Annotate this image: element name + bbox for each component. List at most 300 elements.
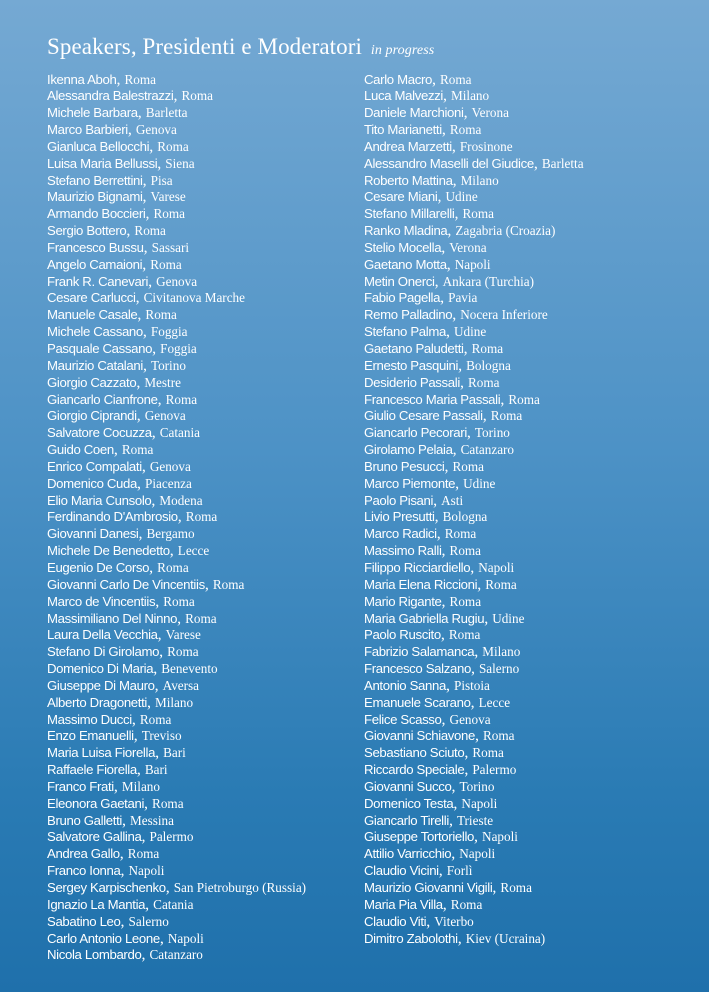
speaker-name: Giovanni Carlo De Vincentiis: [47, 576, 205, 592]
speaker-name: Giorgio Ciprandi: [47, 408, 137, 424]
speaker-name: Francesco Bussu: [47, 239, 144, 255]
speaker-name: Filippo Ricciardiello: [364, 559, 471, 575]
speaker-name: Massimo Ducci: [47, 711, 132, 727]
speaker-item: Domenico Di Maria, Benevento: [47, 660, 218, 678]
speaker-city: Sassari: [151, 239, 190, 255]
speaker-item: Massimo Ralli, Roma: [364, 542, 482, 560]
speaker-item: Enzo Emanuelli, Treviso: [47, 727, 182, 745]
speaker-item: Remo Palladino, Nocera Inferiore: [364, 306, 548, 324]
speaker-city: Udine: [463, 475, 496, 491]
speaker-item: Michele De Benedetto, Lecce: [47, 542, 210, 560]
speaker-item: Francesco Salzano, Salerno: [364, 660, 520, 678]
speaker-item: Fabrizio Salamanca, Milano: [364, 643, 521, 661]
speaker-name: Giancarlo Pecorari: [364, 425, 467, 441]
speaker-name: Alberto Dragonetti: [47, 694, 147, 710]
speaker-name: Felice Scasso: [364, 711, 442, 727]
speaker-item: Fabio Pagella, Pavia: [364, 289, 478, 307]
speaker-city: Udine: [445, 189, 478, 205]
speaker-city: Roma: [153, 206, 185, 222]
speaker-name: Franco Ionna: [47, 863, 121, 879]
speaker-city: Roma: [150, 256, 182, 272]
speaker-name: Remo Palladino: [364, 307, 453, 323]
speaker-city: Roma: [449, 543, 482, 559]
speaker-city: Bologna: [442, 509, 488, 525]
speaker-name: Domenico Di Maria: [47, 661, 154, 677]
speaker-name: Carlo Macro: [364, 71, 432, 87]
speaker-name: Bruno Pesucci: [364, 458, 445, 474]
speaker-item: Marco de Vincentiis, Roma: [47, 592, 195, 610]
speaker-item: Luca Malvezzi, Milano: [364, 87, 490, 105]
speaker-city: Roma: [450, 896, 483, 912]
speaker-item: Enrico Compalati, Genova: [47, 457, 191, 475]
speaker-item: Ranko Mladina, Zagabria (Croazia): [364, 222, 556, 240]
speaker-item: Livio Presutti, Bologna: [364, 508, 488, 526]
speaker-name: Giuseppe Di Mauro: [47, 677, 155, 693]
speaker-city: Roma: [152, 795, 184, 811]
speaker-city: Napoli: [478, 559, 515, 575]
speaker-item: Guido Coen, Roma: [47, 441, 154, 459]
speaker-item: Ferdinando D'Ambrosio, Roma: [47, 508, 218, 526]
speaker-item: Marco Barbieri, Genova: [47, 121, 177, 139]
speaker-item: Stefano Di Girolamo, Roma: [47, 643, 199, 661]
speaker-name: Mario Rigante: [364, 593, 442, 609]
speaker-item: Cesare Carlucci, Civitanova Marche: [47, 289, 245, 307]
speaker-name: Angelo Camaioni: [47, 256, 143, 272]
speaker-name: Massimiliano Del Ninno: [47, 610, 178, 626]
speaker-city: Pisa: [150, 172, 173, 188]
speaker-item: Tito Marianetti, Roma: [364, 121, 482, 139]
speaker-name: Laura Della Vecchia: [47, 627, 158, 643]
speaker-city: Lecce: [478, 694, 511, 710]
speaker-name: Metin Onerci: [364, 273, 435, 289]
speaker-city: Milano: [155, 694, 194, 710]
speaker-item: Giuseppe Di Mauro, Aversa: [47, 676, 200, 694]
speaker-name: Maria Gabriella Rugiu: [364, 610, 485, 626]
speaker-city: Genova: [135, 122, 177, 138]
speaker-city: Napoli: [482, 829, 518, 845]
speaker-city: Torino: [474, 425, 510, 441]
speaker-city: Genova: [149, 458, 191, 474]
speaker-item: Massimo Ducci, Roma: [47, 710, 172, 728]
speaker-item: Nicola Lombardo, Catanzaro: [47, 946, 203, 964]
speaker-name: Salvatore Gallina: [47, 829, 142, 845]
page-title: [47, 34, 434, 60]
speaker-name: Cesare Miani: [364, 189, 438, 205]
speaker-city: Barletta: [145, 105, 188, 121]
speaker-name: Stefano Di Girolamo: [47, 644, 160, 660]
speaker-name: Gaetano Paludetti: [364, 341, 464, 356]
speaker-name: Enrico Compalati: [47, 458, 142, 474]
speaker-item: Bruno Pesucci, Roma: [364, 457, 484, 475]
speaker-city: Roma: [485, 576, 517, 592]
speaker-city: Milano: [482, 644, 521, 660]
speaker-city: Torino: [459, 778, 495, 794]
speaker-city: Roma: [452, 458, 484, 474]
speaker-name: Enzo Emanuelli: [47, 728, 134, 744]
speaker-name: Roberto Mattina: [364, 172, 453, 188]
speaker-name: Maria Elena Riccioni: [364, 576, 478, 592]
speaker-city: Genova: [156, 273, 198, 289]
speaker-name: Domenico Cuda: [47, 475, 138, 491]
speaker-item: Stefano Millarelli, Roma: [364, 205, 494, 223]
speaker-name: Marco Barbieri: [47, 122, 128, 138]
speaker-item: Angelo Camaioni, Roma: [47, 255, 182, 273]
speaker-city: Salerno: [128, 913, 169, 929]
speaker-name: Francesco Salzano: [364, 661, 471, 677]
speaker-item: Giulio Cesare Passali, Roma: [364, 407, 523, 425]
speaker-item: Bruno Galletti, Messina: [47, 811, 174, 829]
speaker-item: Elio Maria Cunsolo, Modena: [47, 491, 203, 509]
title-text: Speakers, Presidenti e Moderatori: [47, 34, 362, 59]
speaker-city: Roma: [483, 728, 515, 744]
speaker-name: Marco Radici: [364, 526, 437, 542]
speaker-name: Ignazio La Mantia: [47, 896, 146, 912]
speaker-name: Cesare Carlucci: [47, 290, 136, 306]
speaker-name: Bruno Galletti: [47, 812, 122, 828]
speaker-city: Udine: [453, 324, 487, 340]
speaker-city: Aversa: [162, 677, 200, 693]
speaker-item: Alessandro Maselli del Giudice, Barletta: [364, 154, 584, 172]
speaker-name: Luca Malvezzi: [364, 88, 444, 104]
speaker-name: Fabrizio Salamanca: [364, 644, 475, 660]
speaker-city: Napoli: [459, 846, 496, 862]
speaker-name: Riccardo Speciale: [364, 762, 465, 778]
speaker-item: Michele Cassano, Foggia: [47, 323, 188, 341]
speaker-name: Claudio Vicini: [364, 863, 439, 879]
speaker-city: Roma: [124, 71, 156, 87]
speaker-name: Gaetano Motta: [364, 256, 447, 272]
speaker-name: Sergio Bottero: [47, 223, 127, 239]
speaker-item: Raffaele Fiorella, Bari: [47, 761, 168, 779]
speaker-name: Giulio Cesare Passali: [364, 408, 483, 424]
speaker-city: Roma: [467, 374, 500, 390]
speaker-city: Lecce: [177, 543, 210, 559]
speaker-name: Ferdinando D'Ambrosio: [47, 509, 178, 525]
speaker-city: Palermo: [472, 762, 517, 778]
speaker-item: Claudio Viti, Viterbo: [364, 912, 474, 930]
speaker-name: Raffaele Fiorella: [47, 762, 137, 778]
speaker-city: Genova: [144, 408, 186, 424]
speaker-city: Civitanova Marche: [143, 290, 245, 306]
speaker-city: Barletta: [541, 155, 584, 171]
speaker-city: Roma: [139, 711, 172, 727]
speaker-name: Sebastiano Sciuto: [364, 745, 465, 761]
speaker-city: Verona: [471, 105, 509, 121]
speaker-name: Desiderio Passali: [364, 374, 460, 390]
speaker-name: Giovanni Schiavone: [364, 728, 475, 744]
speaker-city: Milano: [460, 172, 499, 188]
speaker-name: Pasquale Cassano: [47, 341, 153, 356]
speaker-item: Michele Barbara, Barletta: [47, 104, 188, 122]
speaker-name: Tito Marianetti: [364, 122, 442, 138]
speaker-item: Paolo Pisani, Asti: [364, 491, 464, 509]
speaker-item: Maria Luisa Fiorella, Bari: [47, 744, 186, 762]
speaker-name: Attilio Varricchio: [364, 846, 452, 862]
speaker-name: Antonio Sanna: [364, 677, 446, 693]
speaker-city: Napoli: [128, 863, 165, 879]
speaker-item: Giovanni Danesi, Bergamo: [47, 525, 195, 543]
speaker-item: Riccardo Speciale, Palermo: [364, 761, 517, 779]
speaker-item: Giovanni Carlo De Vincentiis, Roma: [47, 575, 245, 593]
speaker-name: Nicola Lombardo: [47, 947, 142, 963]
speaker-city: Kiev (Ucraina): [465, 930, 546, 946]
speaker-name: Stefano Berrettini: [47, 172, 143, 188]
speaker-item: Giancarlo Tirelli, Trieste: [364, 811, 494, 829]
speaker-city: Roma: [157, 559, 189, 575]
speaker-city: San Pietroburgo (Russia): [173, 880, 307, 895]
speaker-city: Roma: [127, 846, 160, 862]
speaker-name: Eleonora Gaetani: [47, 795, 145, 811]
speaker-city: Foggia: [160, 341, 197, 356]
speaker-city: Benevento: [161, 661, 218, 677]
speaker-city: Roma: [449, 593, 482, 609]
speaker-city: Roma: [185, 610, 217, 626]
speaker-name: Eugenio De Corso: [47, 559, 150, 575]
speaker-item: Ikenna Aboh, Roma: [47, 70, 156, 88]
speaker-item: Armando Boccieri, Roma: [47, 205, 185, 223]
speaker-item: Gaetano Motta, Napoli: [364, 255, 491, 273]
speaker-item: Pasquale Cassano, Foggia: [47, 340, 197, 357]
speaker-city: Napoli: [167, 930, 204, 946]
speaker-item: Claudio Vicini, Forlì: [364, 862, 473, 880]
speaker-item: Paolo Ruscito, Roma: [364, 626, 481, 644]
speaker-item: Felice Scasso, Genova: [364, 710, 491, 728]
speaker-item: Gianluca Bellocchi, Roma: [47, 137, 189, 155]
speaker-item: Antonio Sanna, Pistoia: [364, 676, 490, 694]
speaker-item: Giorgio Ciprandi, Genova: [47, 407, 186, 425]
speaker-city: Milano: [451, 88, 490, 104]
speaker-item: Manuele Casale, Roma: [47, 306, 177, 324]
speaker-city: Roma: [471, 341, 504, 356]
speaker-item: Emanuele Scarano, Lecce: [364, 693, 511, 711]
speaker-item: Salvatore Gallina, Palermo: [47, 828, 194, 846]
speaker-city: Frosinone: [459, 138, 513, 154]
speaker-city: Verona: [449, 239, 487, 255]
speaker-city: Napoli: [454, 256, 491, 272]
speaker-name: Fabio Pagella: [364, 290, 441, 306]
speaker-city: Roma: [157, 138, 189, 154]
speaker-item: Alberto Dragonetti, Milano: [47, 693, 194, 711]
speaker-name: Daniele Marchioni: [364, 105, 464, 121]
speaker-name: Francesco Maria Passali: [364, 391, 501, 407]
speaker-name: Sabatino Leo: [47, 913, 121, 929]
speaker-item: Domenico Cuda, Piacenza: [47, 474, 192, 492]
speaker-item: Filippo Ricciardiello, Napoli: [364, 558, 515, 576]
speaker-name: Dimitro Zabolothi: [364, 930, 458, 946]
speaker-city: Siena: [165, 155, 195, 171]
speaker-city: Bari: [163, 745, 186, 761]
speaker-city: Roma: [449, 122, 482, 138]
speaker-city: Varese: [165, 627, 201, 643]
speaker-city: Catanzaro: [460, 442, 515, 458]
speaker-item: Maurizio Bignami, Varese: [47, 188, 186, 206]
speaker-city: Roma: [212, 576, 245, 592]
speaker-city: Roma: [181, 88, 213, 104]
speaker-name: Giovanni Succo: [364, 778, 452, 794]
speaker-item: Dimitro Zabolothi, Kiev (Ucraina): [364, 929, 546, 947]
speaker-name: Sergey Karpischenko: [47, 880, 166, 895]
speaker-city: Roma: [167, 644, 199, 660]
speaker-city: Napoli: [461, 795, 498, 811]
speaker-item: Sebastiano Sciuto, Roma: [364, 744, 504, 762]
speaker-item: Giuseppe Tortoriello, Napoli: [364, 828, 518, 846]
title-subtitle: in progress: [370, 43, 435, 58]
speaker-name: Giancarlo Tirelli: [364, 812, 449, 828]
speaker-name: Frank R. Canevari: [47, 273, 149, 289]
speaker-name: Stefano Palma: [364, 324, 446, 340]
speaker-city: Forlì: [446, 863, 473, 879]
speaker-name: Stelio Mocella: [364, 239, 442, 255]
speaker-name: Franco Frati: [47, 778, 114, 794]
speaker-item: Roberto Mattina, Milano: [364, 171, 499, 189]
speaker-item: Maria Gabriella Rugiu, Udine: [364, 609, 525, 627]
speaker-item: Girolamo Pelaia, Catanzaro: [364, 441, 515, 459]
speaker-item: Francesco Maria Passali, Roma: [364, 390, 540, 408]
speaker-name: Carlo Antonio Leone: [47, 930, 160, 946]
speaker-item: Giancarlo Cianfrone, Roma: [47, 390, 198, 408]
speaker-item: Massimiliano Del Ninno, Roma: [47, 609, 217, 627]
speaker-name: Maurizio Giovanni Vigili: [364, 880, 493, 895]
speaker-name: Ernesto Pasquini: [364, 357, 459, 373]
speaker-name: Paolo Pisani: [364, 492, 434, 508]
speaker-item: Attilio Varricchio, Napoli: [364, 845, 496, 863]
speaker-item: Francesco Bussu, Sassari: [47, 238, 190, 256]
speaker-item: Giancarlo Pecorari, Torino: [364, 424, 510, 442]
speaker-item: Giovanni Succo, Torino: [364, 777, 495, 795]
speaker-name: Claudio Viti: [364, 913, 427, 929]
speaker-item: Domenico Testa, Napoli: [364, 794, 498, 812]
speaker-name: Gianluca Bellocchi: [47, 138, 150, 154]
speaker-city: Bergamo: [146, 526, 195, 542]
speaker-name: Massimo Ralli: [364, 543, 442, 559]
speaker-item: Frank R. Canevari, Genova: [47, 272, 198, 290]
speaker-city: Pistoia: [453, 677, 490, 693]
speaker-city: Roma: [490, 408, 523, 424]
speaker-city: Mestre: [144, 374, 181, 390]
speaker-item: Cesare Miani, Udine: [364, 188, 478, 206]
speaker-name: Salvatore Cocuzza: [47, 425, 152, 441]
speaker-name: Alessandra Balestrazzi: [47, 88, 174, 104]
speaker-city: Catania: [159, 425, 201, 441]
speaker-city: Messina: [130, 812, 174, 828]
speaker-city: Modena: [159, 492, 203, 508]
speaker-city: Pavia: [448, 290, 478, 306]
speaker-name: Michele Cassano: [47, 324, 143, 340]
speaker-item: Andrea Marzetti, Frosinone: [364, 137, 513, 155]
speaker-city: Bologna: [466, 357, 511, 373]
speaker-name: Giancarlo Cianfrone: [47, 391, 158, 407]
speaker-item: Stefano Palma, Udine: [364, 323, 487, 341]
speaker-item: Giorgio Cazzato, Mestre: [47, 373, 181, 391]
speaker-city: Varese: [150, 189, 186, 205]
speaker-name: Livio Presutti: [364, 509, 435, 525]
speaker-city: Piacenza: [145, 475, 192, 491]
speaker-name: Andrea Gallo: [47, 846, 120, 862]
speaker-item: Eugenio De Corso, Roma: [47, 558, 189, 576]
speaker-name: Giuseppe Tortoriello: [364, 829, 475, 845]
speaker-name: Marco Piemonte: [364, 475, 456, 491]
speaker-city: Torino: [150, 357, 186, 373]
speaker-name: Michele De Benedetto: [47, 543, 170, 559]
speaker-city: Roma: [444, 526, 477, 542]
speaker-name: Giorgio Cazzato: [47, 374, 137, 390]
speaker-city: Roma: [439, 71, 472, 87]
speaker-name: Maria Pia Villa: [364, 896, 443, 912]
speakers-column-right: [364, 72, 584, 948]
speaker-name: Elio Maria Cunsolo: [47, 492, 152, 508]
speaker-city: Catania: [153, 896, 194, 912]
speaker-city: Zagabria (Croazia): [455, 223, 556, 239]
speaker-item: Stefano Berrettini, Pisa: [47, 171, 173, 189]
speaker-item: Daniele Marchioni, Verona: [364, 104, 509, 122]
speaker-item: Maurizio Giovanni Vigili, Roma: [364, 879, 532, 896]
speaker-name: Michele Barbara: [47, 105, 138, 121]
speaker-city: Viterbo: [434, 913, 474, 929]
speaker-item: Franco Frati, Milano: [47, 777, 160, 795]
speaker-item: Gaetano Paludetti, Roma: [364, 340, 504, 357]
speaker-name: Andrea Marzetti: [364, 138, 452, 154]
speaker-name: Girolamo Pelaia: [364, 442, 453, 458]
speaker-city: Roma: [145, 307, 177, 323]
speaker-name: Giovanni Danesi: [47, 526, 139, 542]
speakers-column-left: [47, 72, 306, 965]
speaker-name: Stefano Millarelli: [364, 206, 455, 222]
speaker-city: Roma: [508, 391, 540, 407]
speaker-name: Manuele Casale: [47, 307, 138, 323]
speaker-city: Genova: [449, 711, 491, 727]
speaker-item: Andrea Gallo, Roma: [47, 845, 160, 863]
speaker-city: Foggia: [150, 324, 188, 340]
speaker-name: Domenico Testa: [364, 795, 454, 811]
speaker-item: Carlo Antonio Leone, Napoli: [47, 929, 204, 947]
speaker-name: Armando Boccieri: [47, 206, 146, 222]
speaker-name: Paolo Ruscito: [364, 627, 441, 643]
speaker-item: Maria Pia Villa, Roma: [364, 895, 483, 913]
speaker-item: Maria Elena Riccioni, Roma: [364, 575, 517, 593]
speaker-name: Luisa Maria Bellussi: [47, 155, 158, 171]
speaker-city: Ankara (Turchia): [442, 273, 534, 289]
speaker-name: Emanuele Scarano: [364, 694, 471, 710]
speaker-item: Laura Della Vecchia, Varese: [47, 626, 201, 644]
speaker-item: Stelio Mocella, Verona: [364, 238, 487, 256]
speaker-item: Sergey Karpischenko, San Pietroburgo (Russia): [47, 879, 307, 896]
speaker-city: Catanzaro: [149, 947, 203, 963]
speaker-item: Sergio Bottero, Roma: [47, 222, 166, 240]
speaker-item: Giovanni Schiavone, Roma: [364, 727, 515, 745]
speaker-name: Ikenna Aboh: [47, 71, 117, 87]
speaker-item: Sabatino Leo, Salerno: [47, 912, 169, 930]
speaker-item: Desiderio Passali, Roma: [364, 373, 500, 391]
speaker-item: Ernesto Pasquini, Bologna: [364, 356, 511, 374]
speaker-item: Marco Radici, Roma: [364, 525, 477, 543]
speaker-name: Maria Luisa Fiorella: [47, 745, 156, 761]
speaker-name: Maurizio Catalani: [47, 357, 143, 373]
speaker-item: Ignazio La Mantia, Catania: [47, 895, 194, 913]
speaker-city: Roma: [121, 442, 154, 458]
speaker-city: Bari: [144, 762, 168, 778]
speaker-city: Roma: [472, 745, 504, 761]
speaker-name: Marco de Vincentiis: [47, 593, 156, 609]
speaker-city: Treviso: [141, 728, 182, 744]
speaker-city: Roma: [462, 206, 494, 222]
speaker-item: Luisa Maria Bellussi, Siena: [47, 154, 195, 172]
speaker-city: Roma: [185, 509, 218, 525]
speaker-item: Metin Onerci, Ankara (Turchia): [364, 272, 534, 290]
speaker-city: Roma: [500, 880, 532, 895]
speaker-item: Maurizio Catalani, Torino: [47, 356, 186, 374]
speaker-city: Palermo: [149, 829, 194, 845]
speaker-city: Roma: [165, 391, 198, 407]
